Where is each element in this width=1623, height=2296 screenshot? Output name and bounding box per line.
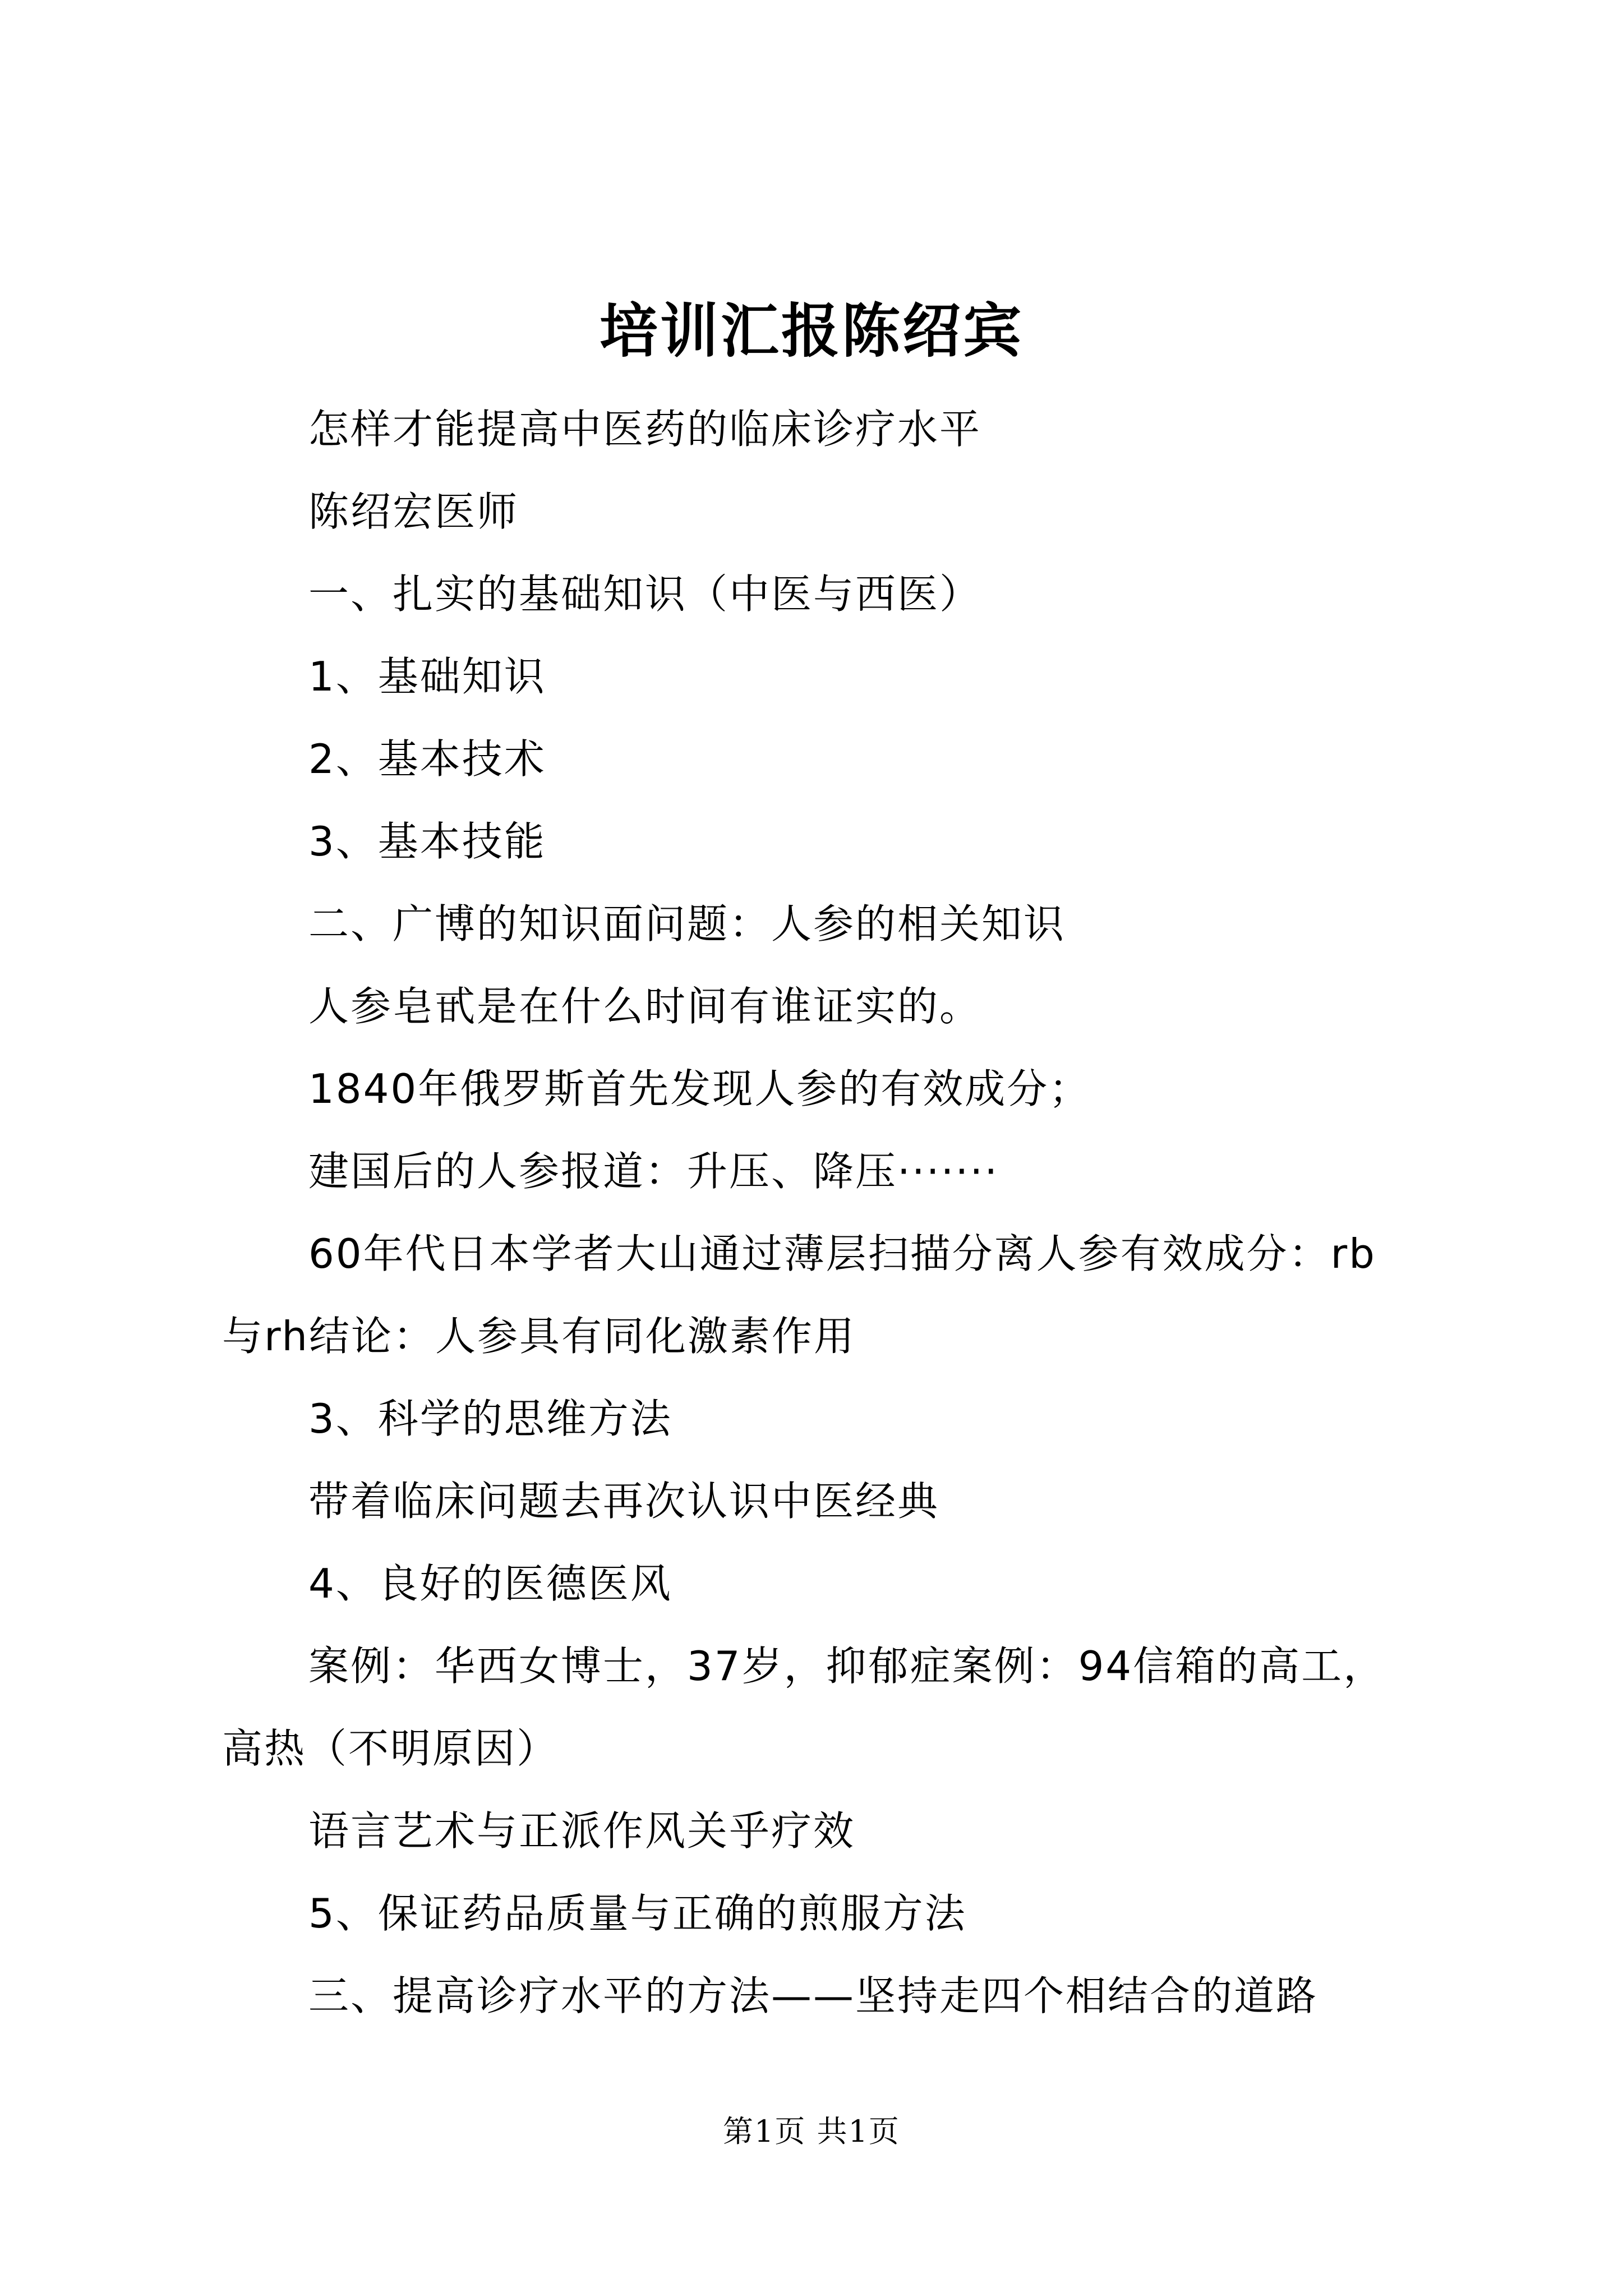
- paragraph-item-thinking-method: 3、科学的思维方法: [308, 1395, 672, 1442]
- paragraph-item-medical-ethics: 4、良好的医德医风: [308, 1560, 672, 1607]
- document-body: [222, 388, 1417, 2037]
- paragraph-cases: 案例：华西女博士，37岁，抑郁症案例：94信箱的高工，高热（不明原因）: [222, 1642, 1386, 1772]
- paragraph-item-basic-knowledge: 1、基础知识: [308, 653, 546, 700]
- paragraph-item-basic-skill: 3、基本技能: [308, 818, 546, 865]
- paragraph-item-basic-technique: 2、基本技术: [308, 735, 546, 783]
- paragraph-section-2-heading: 二、广博的知识面问题：人参的相关知识: [308, 900, 1066, 947]
- page-footer: 第1页 共1页: [723, 2114, 900, 2149]
- paragraph-section-3-heading: 三、提高诊疗水平的方法——坚持走四个相结合的道路: [308, 1972, 1318, 2019]
- paragraph-section-1-heading: 一、扎实的基础知识（中医与西医）: [308, 570, 982, 618]
- paragraph-subtitle: 怎样才能提高中医药的临床诊疗水平: [308, 406, 982, 453]
- paragraph-ginseng-1960s: 60年代日本学者大山通过薄层扫描分离人参有效成分：rb与rh结论：人参具有同化激素作用: [222, 1230, 1376, 1360]
- paragraph-classics: 带着临床问题去再次认识中医经典: [308, 1478, 940, 1525]
- paragraph-ginseng-1840: 1840年俄罗斯首先发现人参的有效成分；: [308, 1065, 1091, 1112]
- paragraph-ginseng-question: 人参皂甙是在什么时间有谁证实的。: [308, 983, 982, 1030]
- paragraph-item-drug-quality: 5、保证药品质量与正确的煎服方法: [308, 1890, 967, 1937]
- document-title: 培训汇报陈绍宾: [599, 296, 1023, 365]
- paragraph-ginseng-reports: 建国后的人参报道：升压、降压·······: [308, 1148, 999, 1195]
- paragraph-author: 陈绍宏医师: [308, 488, 519, 535]
- paragraph-language-art: 语言艺术与正派作风关乎疗效: [308, 1807, 856, 1855]
